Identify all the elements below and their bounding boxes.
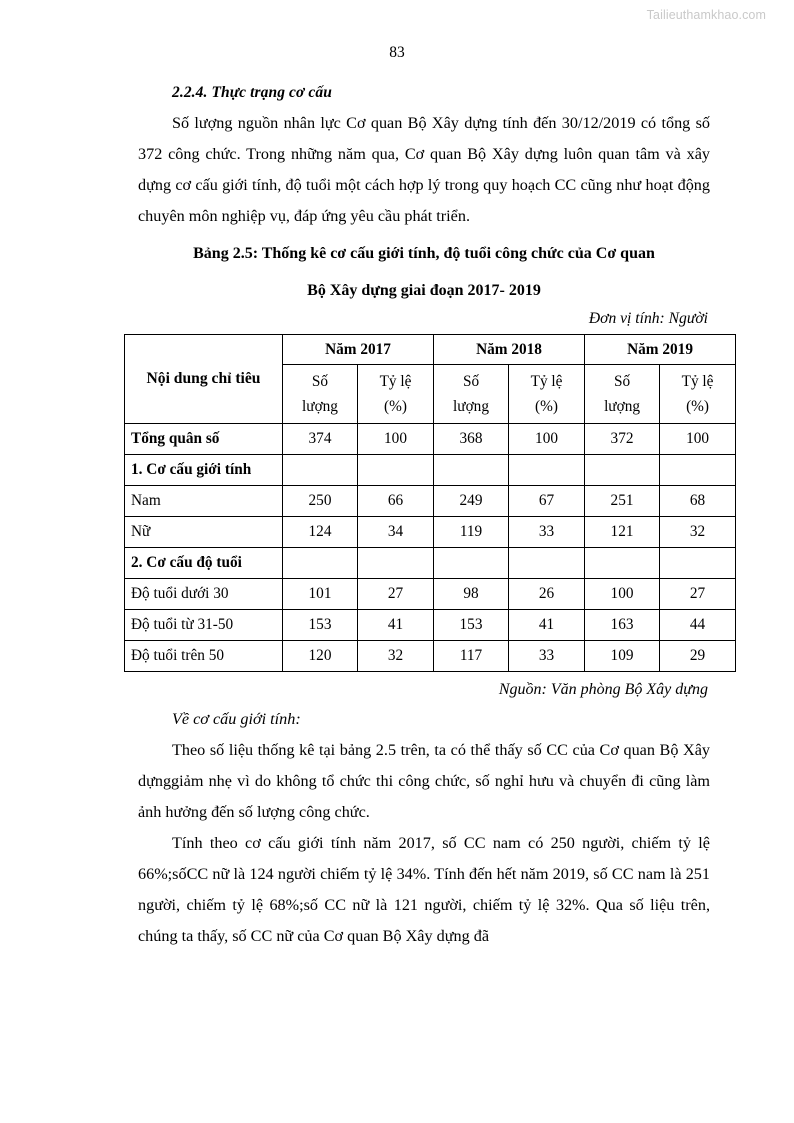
table-row [125,579,736,610]
row-cell [283,548,358,579]
subheader-top-4: Số [613,373,631,390]
row-cell: 374 [283,424,358,455]
row-cell: 33 [509,517,585,548]
row-cell: 33 [509,641,585,672]
subheader-bottom-3: (%) [535,398,558,415]
table-unit-note: Đơn vị tính: Người [588,310,708,327]
row-cell [660,455,736,486]
subsection-gender-label: Về cơ cấu giới tính: [172,710,301,728]
page-number: 83 [389,44,405,61]
row-cell: 251 [585,486,660,517]
row-cell: 124 [283,517,358,548]
table-header-content-label: Nội dung chỉ tiêu [125,335,283,424]
row-cell: 372 [585,424,660,455]
row-cell: 250 [283,486,358,517]
row-cell [509,455,585,486]
table-row [125,486,736,517]
row-cell: 100 [509,424,585,455]
row-cell [585,548,660,579]
row-cell [585,455,660,486]
subheader-bottom-4: lượng [604,398,640,415]
row-cell: 32 [660,517,736,548]
row-cell: 153 [434,610,509,641]
row-cell: 41 [509,610,585,641]
row-cell: 44 [660,610,736,641]
table-header-year-2018: Năm 2018 [434,335,585,365]
page-content [131,84,714,952]
row-cell: 368 [434,424,509,455]
row-cell: 120 [283,641,358,672]
row-cell [434,548,509,579]
row-cell: 163 [585,610,660,641]
row-label: 2. Cơ cấu độ tuổi [125,548,283,579]
row-cell [358,455,434,486]
row-cell [434,455,509,486]
row-cell: 26 [509,579,585,610]
table-subheader-5 [660,365,736,424]
row-cell: 100 [585,579,660,610]
watermark-text: Tailieuthamkhao.com [646,8,766,22]
row-cell: 66 [358,486,434,517]
table-title-line-1: Bảng 2.5: Thống kê cơ cấu giới tính, độ tuổi công chức của Cơ quan [193,245,655,262]
row-cell: 27 [358,579,434,610]
row-label: Nam [125,486,283,517]
subheader-bottom-0: lượng [302,398,338,415]
row-cell: 27 [660,579,736,610]
table-row [125,455,736,486]
row-label: Độ tuổi trên 50 [125,641,283,672]
row-cell: 68 [660,486,736,517]
analysis-paragraph-2: Tính theo cơ cấu giới tính năm 2017, số CC nam có 250 người, chiếm tỷ lệ 66%;sốCC nữ là 124 người chiếm tỷ lệ 34%. Tính đến hết năm 2019, số CC nam là 251 người, chiếm tỷ lệ 68%;số CC nữ là 121 người, chiếm tỷ lệ 32%. Qua số liệu trên, chúng ta thấy, số CC nữ của Cơ quan Bộ Xây dựng đã [138,834,710,945]
statistics-table [124,334,736,672]
table-subheader-1 [358,365,434,424]
table-title-line-2: Bộ Xây dựng giai đoạn 2017- 2019 [307,282,541,299]
row-cell [509,548,585,579]
row-cell: 100 [358,424,434,455]
row-cell: 29 [660,641,736,672]
row-cell: 109 [585,641,660,672]
section-heading: 2.2.4. Thực trạng cơ cấu [172,84,332,101]
subheader-top-5: Tỷ lệ [681,373,714,390]
table-subheader-0 [283,365,358,424]
row-cell: 121 [585,517,660,548]
row-cell: 34 [358,517,434,548]
row-cell: 117 [434,641,509,672]
row-label: Độ tuổi từ 31-50 [125,610,283,641]
table-header-row-years [125,335,736,365]
row-label: Tổng quân số [125,424,283,455]
table-source-note: Nguồn: Văn phòng Bộ Xây dựng [498,681,708,698]
row-cell: 32 [358,641,434,672]
row-cell: 41 [358,610,434,641]
row-cell: 101 [283,579,358,610]
row-cell: 100 [660,424,736,455]
table-row [125,610,736,641]
table-body [125,424,736,672]
table-row [125,424,736,455]
subheader-top-2: Số [462,373,480,390]
table-subheader-4 [585,365,660,424]
row-cell: 98 [434,579,509,610]
subheader-bottom-5: (%) [686,398,709,415]
table-row [125,517,736,548]
row-cell: 67 [509,486,585,517]
table-row [125,641,736,672]
subheader-top-3: Tỷ lệ [530,373,563,390]
subheader-bottom-2: lượng [453,398,489,415]
table-head [125,335,736,424]
row-cell [660,548,736,579]
row-cell: 119 [434,517,509,548]
row-cell [358,548,434,579]
row-label: Độ tuổi dưới 30 [125,579,283,610]
subheader-top-1: Tỷ lệ [379,373,412,390]
row-label: Nữ [125,517,283,548]
row-cell [283,455,358,486]
intro-paragraph: Số lượng nguồn nhân lực Cơ quan Bộ Xây dựng tính đến 30/12/2019 có tổng số 372 công chức. Trong những năm qua, Cơ quan Bộ Xây dựng luôn quan tâm và xây dựng cơ cấu giới tính, độ tuổi một cách hợp lý trong quy hoạch CC cũng như hoạt động chuyên môn nghiệp vụ, đáp ứng yêu cầu phát triển. [138,114,710,225]
table-subheader-3 [509,365,585,424]
row-cell: 249 [434,486,509,517]
subheader-top-0: Số [311,373,329,390]
analysis-paragraph-1: Theo số liệu thống kê tại bảng 2.5 trên, ta có thể thấy số CC của Cơ quan Bộ Xây dựnggiảm nhẹ vì do không tổ chức thi công chức, số nghỉ hưu và chuyển đi cũng làm ảnh hưởng đến số lượng công chức. [138,741,710,821]
table-row [125,548,736,579]
row-label: 1. Cơ cấu giới tính [125,455,283,486]
subheader-bottom-1: (%) [384,398,407,415]
row-cell: 153 [283,610,358,641]
table-subheader-2 [434,365,509,424]
table-header-year-2019: Năm 2019 [585,335,736,365]
table-header-year-2017: Năm 2017 [283,335,434,365]
